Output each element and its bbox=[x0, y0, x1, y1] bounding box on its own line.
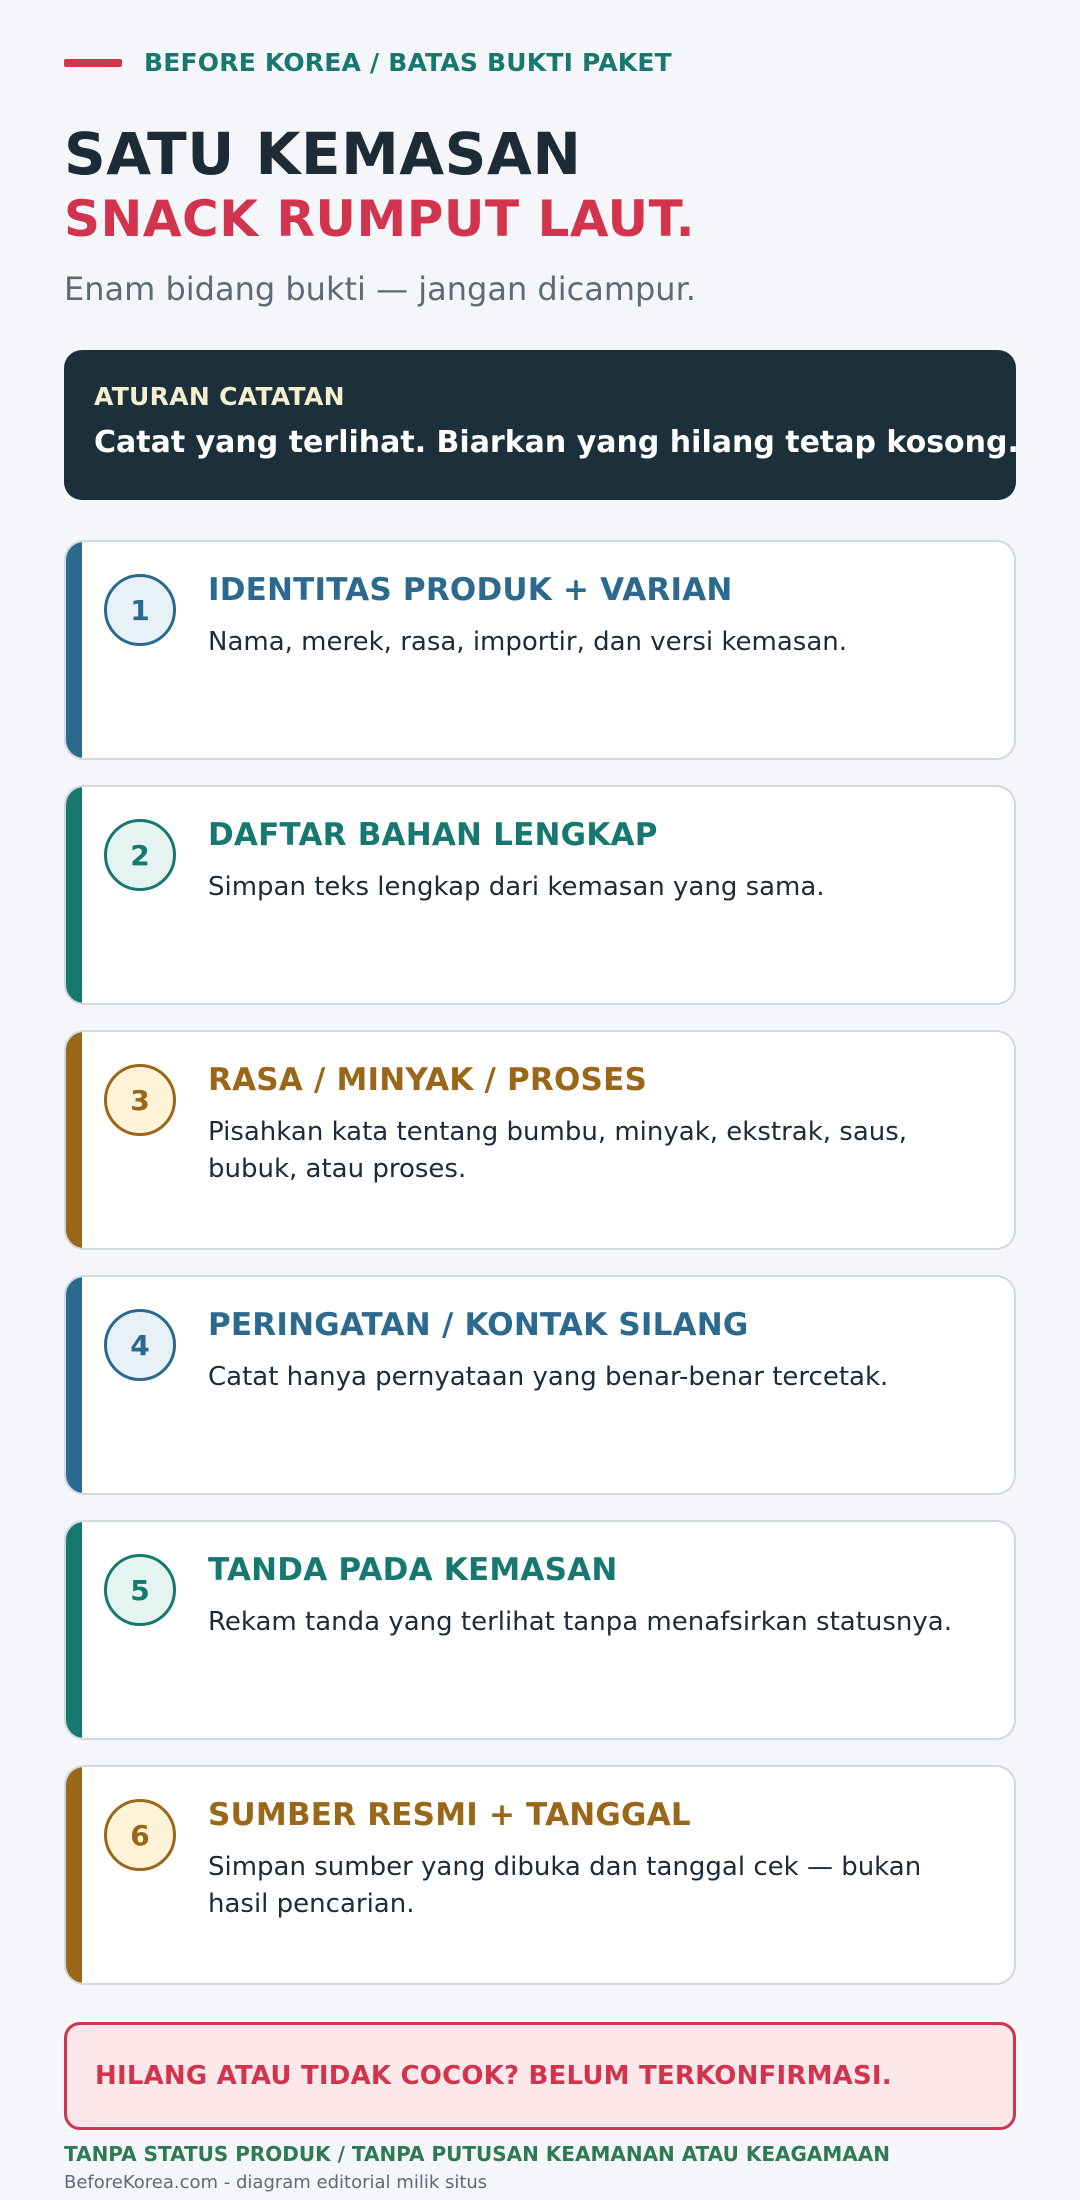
card-title: DAFTAR BAHAN LENGKAP bbox=[208, 817, 658, 853]
rule-label: ATURAN CATATAN bbox=[94, 382, 345, 411]
warning-text: HILANG ATAU TIDAK COCOK? BELUM TERKONFIRMASI. bbox=[95, 2061, 892, 2091]
card-description: Simpan teks lengkap dari kemasan yang sama. bbox=[208, 872, 825, 902]
rule-panel bbox=[64, 350, 1019, 500]
evidence-card-5 bbox=[64, 1520, 1016, 1740]
evidence-card-6 bbox=[64, 1765, 1016, 1985]
card-description: Nama, merek, rasa, importir, dan versi kemasan. bbox=[208, 627, 848, 657]
eyebrow bbox=[64, 48, 672, 77]
page-title-highlight: SNACK RUMPUT LAUT. bbox=[64, 190, 696, 248]
evidence-card-1 bbox=[64, 540, 1016, 760]
card-number-badge: 6 bbox=[104, 1799, 176, 1871]
card-description: Catat hanya pernyataan yang benar-benar tercetak. bbox=[208, 1362, 889, 1392]
card-accent-bar bbox=[66, 542, 82, 758]
card-number-badge: 1 bbox=[104, 574, 176, 646]
card-accent-bar bbox=[66, 787, 82, 1003]
footer-disclaimer: TANPA STATUS PRODUK / TANPA PUTUSAN KEAMANAN ATAU KEAGAMAAN bbox=[64, 2142, 890, 2166]
evidence-card-2 bbox=[64, 785, 1016, 1005]
warning-panel bbox=[64, 2022, 1016, 2130]
page-subtitle: Enam bidang bukti — jangan dicampur. bbox=[64, 270, 696, 308]
card-description: Pisahkan kata tentang bumbu, minyak, ekstrak, saus, bubuk, atau proses. bbox=[208, 1117, 908, 1184]
card-title: PERINGATAN / KONTAK SILANG bbox=[208, 1307, 749, 1343]
card-accent-bar bbox=[66, 1032, 82, 1248]
eyebrow-accent-bar bbox=[64, 59, 122, 67]
card-number-badge: 2 bbox=[104, 819, 176, 891]
card-title: TANDA PADA KEMASAN bbox=[208, 1552, 618, 1588]
page-title: SATU KEMASAN bbox=[64, 120, 582, 188]
card-accent-bar bbox=[66, 1522, 82, 1738]
evidence-card-4 bbox=[64, 1275, 1016, 1495]
card-title: SUMBER RESMI + TANGGAL bbox=[208, 1797, 691, 1833]
card-description: Rekam tanda yang terlihat tanpa menafsirkan statusnya. bbox=[208, 1607, 952, 1637]
card-accent-bar bbox=[66, 1277, 82, 1493]
card-title: IDENTITAS PRODUK + VARIAN bbox=[208, 572, 733, 608]
evidence-card-3 bbox=[64, 1030, 1016, 1250]
card-number-badge: 4 bbox=[104, 1309, 176, 1381]
card-number-badge: 3 bbox=[104, 1064, 176, 1136]
card-title: RASA / MINYAK / PROSES bbox=[208, 1062, 647, 1098]
rule-text: Catat yang terlihat. Biarkan yang hilang tetap kosong. bbox=[94, 425, 1019, 460]
card-number-badge: 5 bbox=[104, 1554, 176, 1626]
card-accent-bar bbox=[66, 1767, 82, 1983]
eyebrow-text: BEFORE KOREA / BATAS BUKTI PAKET bbox=[144, 48, 672, 77]
footer-credit: BeforeKorea.com - diagram editorial milik situs bbox=[64, 2172, 488, 2193]
card-description: Simpan sumber yang dibuka dan tanggal cek — bukan hasil pencarian. bbox=[208, 1852, 922, 1919]
